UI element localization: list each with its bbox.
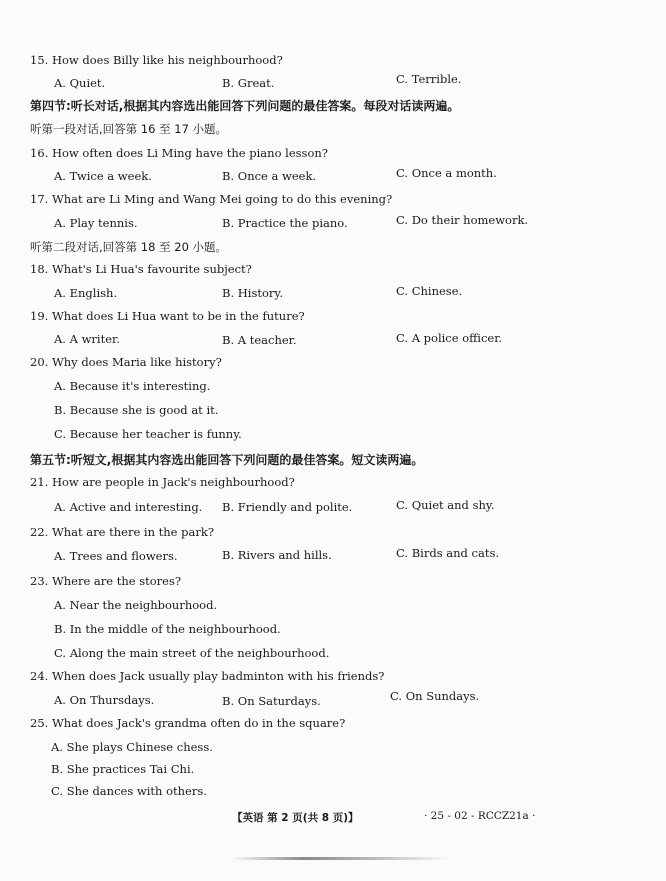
- question-18-option-b: B. History.: [222, 286, 284, 300]
- question-20-option-c: C. Because her teacher is funny.: [54, 427, 242, 441]
- question-25-option-c: C. She dances with others.: [51, 784, 207, 798]
- question-18-stem: 18. What's Li Hua's favourite subject?: [30, 262, 252, 276]
- question-15-stem: 15. How does Billy like his neighbourhood?: [30, 53, 283, 67]
- question-18-option-c: C. Chinese.: [396, 284, 463, 298]
- footer-exam-code: · 25 - 02 - RCCZ21a ·: [424, 810, 536, 822]
- question-19-option-b: B. A teacher.: [222, 333, 297, 347]
- question-25-stem: 25. What does Jack's grandma often do in the square?: [30, 716, 346, 730]
- section-4-dialog-2-instruction: 听第二段对话,回答第 18 至 20 小题。: [30, 240, 228, 254]
- scan-smudge-mark: [230, 857, 450, 860]
- question-24-option-c: C. On Sundays.: [390, 689, 480, 703]
- question-21-option-c: C. Quiet and shy.: [396, 498, 495, 512]
- question-16-stem: 16. How often does Li Ming have the piano lesson?: [30, 146, 328, 160]
- section-4-dialog-1-instruction: 听第一段对话,回答第 16 至 17 小题。: [30, 122, 228, 136]
- question-17-option-a: A. Play tennis.: [54, 216, 138, 230]
- question-21-option-b: B. Friendly and polite.: [222, 500, 353, 514]
- question-22-option-c: C. Birds and cats.: [396, 546, 500, 560]
- question-24-stem: 24. When does Jack usually play badminton with his friends?: [30, 669, 385, 683]
- question-15-option-a: A. Quiet.: [54, 76, 106, 90]
- question-21-option-a: A. Active and interesting.: [54, 500, 203, 514]
- question-20-stem: 20. Why does Maria like history?: [30, 355, 222, 369]
- question-19-stem: 19. What does Li Hua want to be in the future?: [30, 309, 305, 323]
- question-16-option-a: A. Twice a week.: [54, 169, 152, 183]
- question-15-option-c: C. Terrible.: [396, 72, 462, 86]
- question-23-option-c: C. Along the main street of the neighbourhood.: [54, 646, 330, 660]
- footer-page-label: 【英语 第 2 页(共 8 页)】: [232, 812, 359, 824]
- question-16-option-b: B. Once a week.: [222, 169, 317, 183]
- question-20-option-b: B. Because she is good at it.: [54, 403, 219, 417]
- question-19-option-c: C. A police officer.: [396, 331, 503, 345]
- question-17-option-b: B. Practice the piano.: [222, 216, 348, 230]
- question-25-option-b: B. She practices Tai Chi.: [51, 762, 195, 776]
- section-4-title: 第四节:听长对话,根据其内容选出能回答下列问题的最佳答案。每段对话读两遍。: [30, 99, 460, 113]
- question-22-stem: 22. What are there in the park?: [30, 525, 214, 539]
- question-16-option-c: C. Once a month.: [396, 166, 497, 180]
- question-24-option-a: A. On Thursdays.: [54, 693, 155, 707]
- question-19-option-a: A. A writer.: [54, 332, 120, 346]
- question-20-option-a: A. Because it's interesting.: [54, 379, 211, 393]
- question-24-option-b: B. On Saturdays.: [222, 694, 321, 708]
- question-22-option-b: B. Rivers and hills.: [222, 548, 332, 562]
- question-17-stem: 17. What are Li Ming and Wang Mei going to do this evening?: [30, 192, 393, 206]
- question-23-option-a: A. Near the neighbourhood.: [54, 598, 218, 612]
- question-17-option-c: C. Do their homework.: [396, 213, 529, 227]
- question-25-option-a: A. She plays Chinese chess.: [51, 740, 213, 754]
- question-23-option-b: B. In the middle of the neighbourhood.: [54, 622, 281, 636]
- question-15-option-b: B. Great.: [222, 76, 275, 90]
- question-18-option-a: A. English.: [54, 286, 118, 300]
- question-23-stem: 23. Where are the stores?: [30, 574, 182, 588]
- question-21-stem: 21. How are people in Jack's neighbourhood?: [30, 475, 295, 489]
- question-22-option-a: A. Trees and flowers.: [54, 549, 178, 563]
- section-5-title: 第五节:听短文,根据其内容选出能回答下列问题的最佳答案。短文读两遍。: [30, 453, 424, 467]
